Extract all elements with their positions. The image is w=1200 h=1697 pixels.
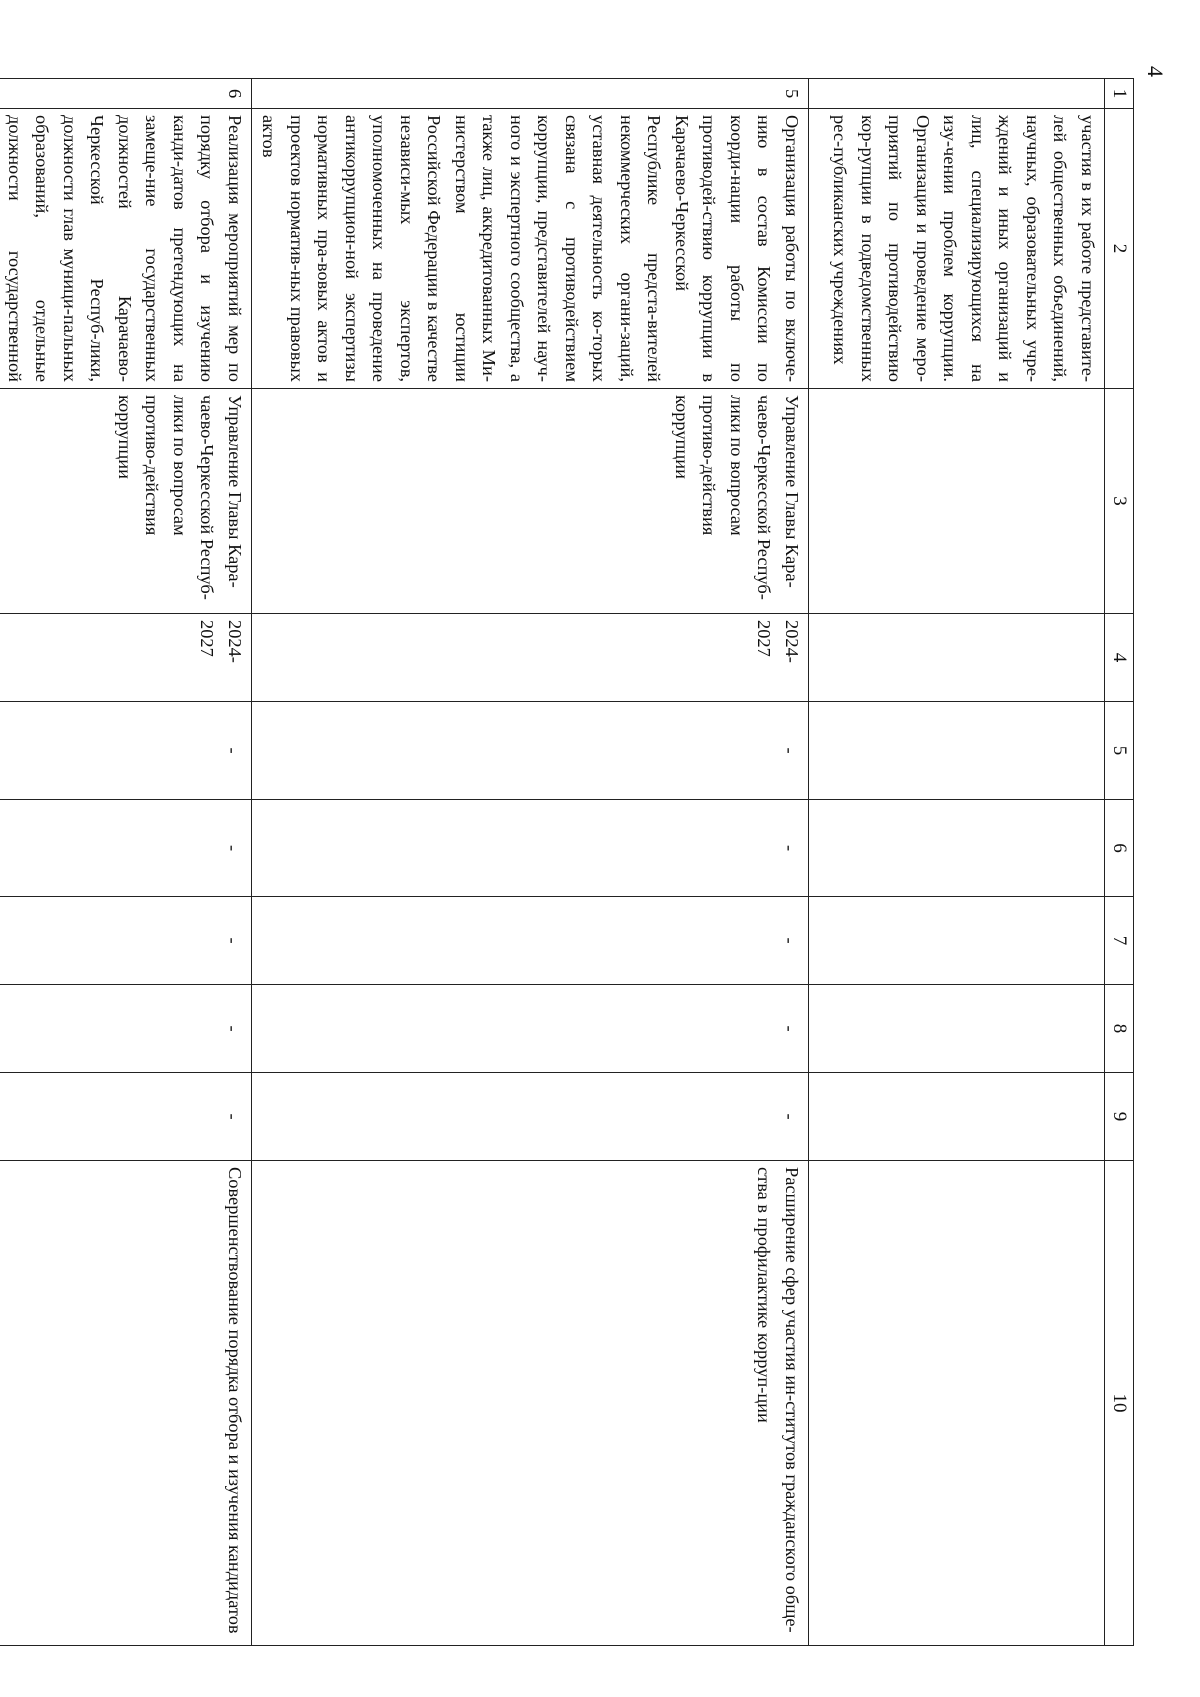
col8-cell: - — [0, 985, 252, 1073]
col6-cell: - — [0, 800, 252, 897]
page-number: 4 — [1143, 66, 1168, 77]
executor-cell: Управление Главы Кара-чаево-Черкесской Респуб-лики по вопросам противо-действия коррупции — [252, 389, 809, 614]
measure-cell: участия в их работе представите-лей общественных объединений, научных, образовательных учре-ждений и иных организаций и лиц, специализирующихся на изу-чении проблем коррупции. Организация и проведение меро-приятий по противодействию кор-рупции в подведомственных рес-публиканских учреждениях — [809, 109, 1105, 389]
col-header-3: 3 — [1105, 389, 1134, 614]
executor-cell: Управление Главы Кара-чаево-Черкесской Респуб-лики по вопросам противо-действия коррупции — [0, 389, 252, 614]
col7-cell — [809, 897, 1105, 985]
table-row — [0, 79, 252, 1646]
col9-cell: - — [252, 1073, 809, 1161]
col-header-2: 2 — [1105, 109, 1134, 389]
col-header-1: 1 — [1105, 79, 1134, 109]
measure-cell: Реализация мероприятий мер по порядку отбора и изучению канди-датов претендующих на замеще-ние государственных должностей Карачаево-Черкесской Респуб-лики, должности глав муници-пальных образований, отдельные должности государственной — [0, 109, 252, 389]
col-header-7: 7 — [1105, 897, 1134, 985]
row-number — [809, 79, 1105, 109]
period-cell: 2024-2027 — [252, 614, 809, 702]
period-cell — [809, 614, 1105, 702]
measures-table — [0, 78, 1134, 1646]
row-number: 6 — [0, 79, 252, 109]
col9-cell — [809, 1073, 1105, 1161]
measure-cell: Организация работы по включе-нию в состав Комиссии по коорди-нации работы по противодей-ствию коррупции в Карачаево-Черкесской Республике предста-вителей некоммерческих органи-заций, уставная деятельность ко-торых связана с противодействием коррупции, представителей науч-ного и экспертного сообщества, а также лиц, аккредитованных Ми-нистерством юстиции Российской Федерации в качестве независи-мых экспертов, уполномоченных на проведение антикоррупцион-ной экспертизы нормативных пра-вовых актов и проектов норматив-ных правовых актов — [252, 109, 809, 389]
col6-cell — [809, 800, 1105, 897]
table-row — [252, 79, 809, 1646]
col8-cell — [809, 985, 1105, 1073]
period-cell: 2024-2027 — [0, 614, 252, 702]
result-cell — [809, 1161, 1105, 1646]
col8-cell: - — [252, 985, 809, 1073]
result-cell: Совершенствование порядка отбора и изучения кандидатов — [0, 1161, 252, 1646]
col6-cell: - — [252, 800, 809, 897]
rotated-table-wrapper — [5, 78, 1134, 1645]
col-header-10: 10 — [1105, 1161, 1134, 1646]
col-header-5: 5 — [1105, 702, 1134, 800]
col-header-9: 9 — [1105, 1073, 1134, 1161]
result-cell: Расширение сфер участия ин-ститутов гражданского обще-ства в профилактике корруп-ции — [252, 1161, 809, 1646]
row-number: 5 — [252, 79, 809, 109]
col-header-6: 6 — [1105, 800, 1134, 897]
col-header-8: 8 — [1105, 985, 1134, 1073]
col5-cell — [809, 702, 1105, 800]
col5-cell: - — [252, 702, 809, 800]
col7-cell: - — [252, 897, 809, 985]
header-row — [1105, 79, 1134, 1646]
col9-cell: - — [0, 1073, 252, 1161]
col5-cell: - — [0, 702, 252, 800]
table-row — [809, 79, 1105, 1646]
executor-cell — [809, 389, 1105, 614]
col7-cell: - — [0, 897, 252, 985]
col-header-4: 4 — [1105, 614, 1134, 702]
